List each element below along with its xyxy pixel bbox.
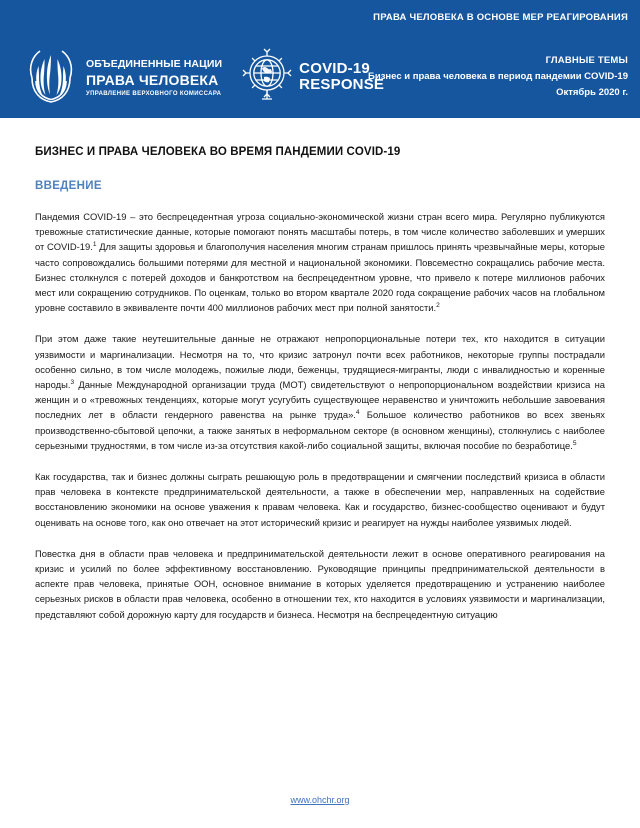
- un-human-rights-logo: [24, 48, 222, 104]
- header-tagline: ПРАВА ЧЕЛОВЕКА В ОСНОВЕ МЕР РЕАГИРОВАНИЯ: [373, 12, 628, 23]
- document-body: [0, 118, 640, 828]
- para-4: Повестка дня в области прав человека и предпринимательской деятельности лежит в основе оперативного реагирования на кризис и усилий по более эффективному восстановлению. Руководящие принципы предпринимательской деятельности в аспекте прав человека, принятые ООН, основное внимание в которых уделяется предотвращению и устранению наиболее серьезных рисков в области прав человека, особенно в отношении тех, кто находится в условиях уязвимости и маргинализации, представляют собой дорожную карту для государств и бизнеса. Несмотря на беспрецедентную ситуацию: [35, 547, 605, 620]
- para-3: Как государства, так и бизнес должны сыграть решающую роль в предотвращении и смягчении последствий кризиса в области прав человека в контексте предпринимательской деятельности, а также в обеспечении мер, направленных на содействие восстановлению экономики на основе уважения к правам человека. Как и государство, бизнес-сообщество оценивают и будут оценивать на основе того, как оно отвечает на этот исторический кризис и реагирует на нужды наиболее уязвимых людей.: [35, 471, 605, 528]
- para-2: При этом даже такие неутешительные данные не отражают непропорциональные потери тех, кто находится в ситуации уязвимости и маргинализации. Несмотря на то, что кризис затронул почти всех работников, некоторые группы пострадали особенно сильно, в том числе молодежь, пожилые люди, беженцы, трудящиеся-мигранты, люди с инвалидностью и коренные народы.$^3$ Данные Международной организации труда (МОТ) свидетельствуют о непропорциональном воздействии кризиса на женщин и о «тревожных тенденциях, которые могут усугубить существующее неравенство и уничтожить небольшие завоевания последних лет в области гендерного равенства на рынке труда».$^4$ Большое количество работников во всех звеньях производственно-сбытовой цепочки, а также занятых в неформальном секторе (в основном женщины), столкнулись с наиболее серьезными трудностями, в том числе из-за отсутствия какой-либо социальной защиты, включая пособие по безработице.$^5$: [35, 333, 605, 451]
- footnote-marker[interactable]: 5: [572, 439, 577, 447]
- covid-wordmark-line-1: COVID-19: [299, 59, 370, 77]
- header-meta-block: [368, 55, 628, 98]
- paragraph-list: [35, 209, 605, 622]
- header-date: Октябрь 2020 г.: [556, 87, 628, 98]
- header-kicker: ГЛАВНЫЕ ТЕМЫ: [545, 55, 628, 66]
- un-wordmark: [86, 55, 222, 97]
- un-wordmark-line-3: УПРАВЛЕНИЕ ВЕРХОВНОГО КОМИССАРА: [86, 90, 222, 97]
- un-human-rights-emblem-icon: [24, 48, 78, 104]
- footnote-marker[interactable]: 2: [436, 302, 440, 310]
- covid-19-virus-globe-emblem-icon: [242, 48, 292, 104]
- header-logo-group: [24, 48, 384, 104]
- page-title: БИЗНЕС И ПРАВА ЧЕЛОВЕКА ВО ВРЕМЯ ПАНДЕМИИ COVID-19: [35, 146, 401, 158]
- header-subject: Бизнес и права человека в период пандемии COVID-19: [368, 71, 628, 82]
- un-wordmark-line-1: ОБЪЕДИНЕННЫЕ НАЦИИ: [86, 58, 223, 71]
- footer-website-link[interactable]: www.ohchr.org: [290, 795, 350, 805]
- footnote-marker[interactable]: 3: [70, 378, 75, 386]
- footnote-marker[interactable]: 4: [355, 409, 360, 417]
- section-heading-introduction: ВВЕДЕНИЕ: [35, 180, 102, 192]
- document-footer: [0, 790, 640, 808]
- footnote-marker[interactable]: 1: [92, 241, 97, 249]
- para-1: Пандемия COVID-19 – это беспрецедентная угроза социально-экономической жизни стран всего мира. Регулярно публикуются тревожные статистические данные, которые помогают понять масштабы потерь, в том числе количество заболевших и умерших от COVID-19.$^1$ Для защиты здоровья и благополучия населения многим странам пришлось принять чрезвычайные меры, которые часто сопровождались большими потерями для местной и национальной экономики. Повсеместно сокращались рабочие места. Бизнес столкнулся с потерей доходов и банкротством на беспрецедентном уровне, что привело к потере миллионов рабочих мест или сокращению сотрудников. По оценкам, только во втором квартале 2020 года сокращение рабочих часов на глобальном уровне составило в эквиваленте почти 400 миллионов рабочих мест при полной занятости.$^2$: [35, 211, 605, 314]
- covid-wordmark-line-2: RESPONSE: [299, 75, 385, 93]
- page-header-band: [0, 0, 640, 118]
- covid-19-response-logo: [242, 48, 384, 104]
- un-wordmark-line-2: ПРАВА ЧЕЛОВЕКА: [86, 71, 219, 88]
